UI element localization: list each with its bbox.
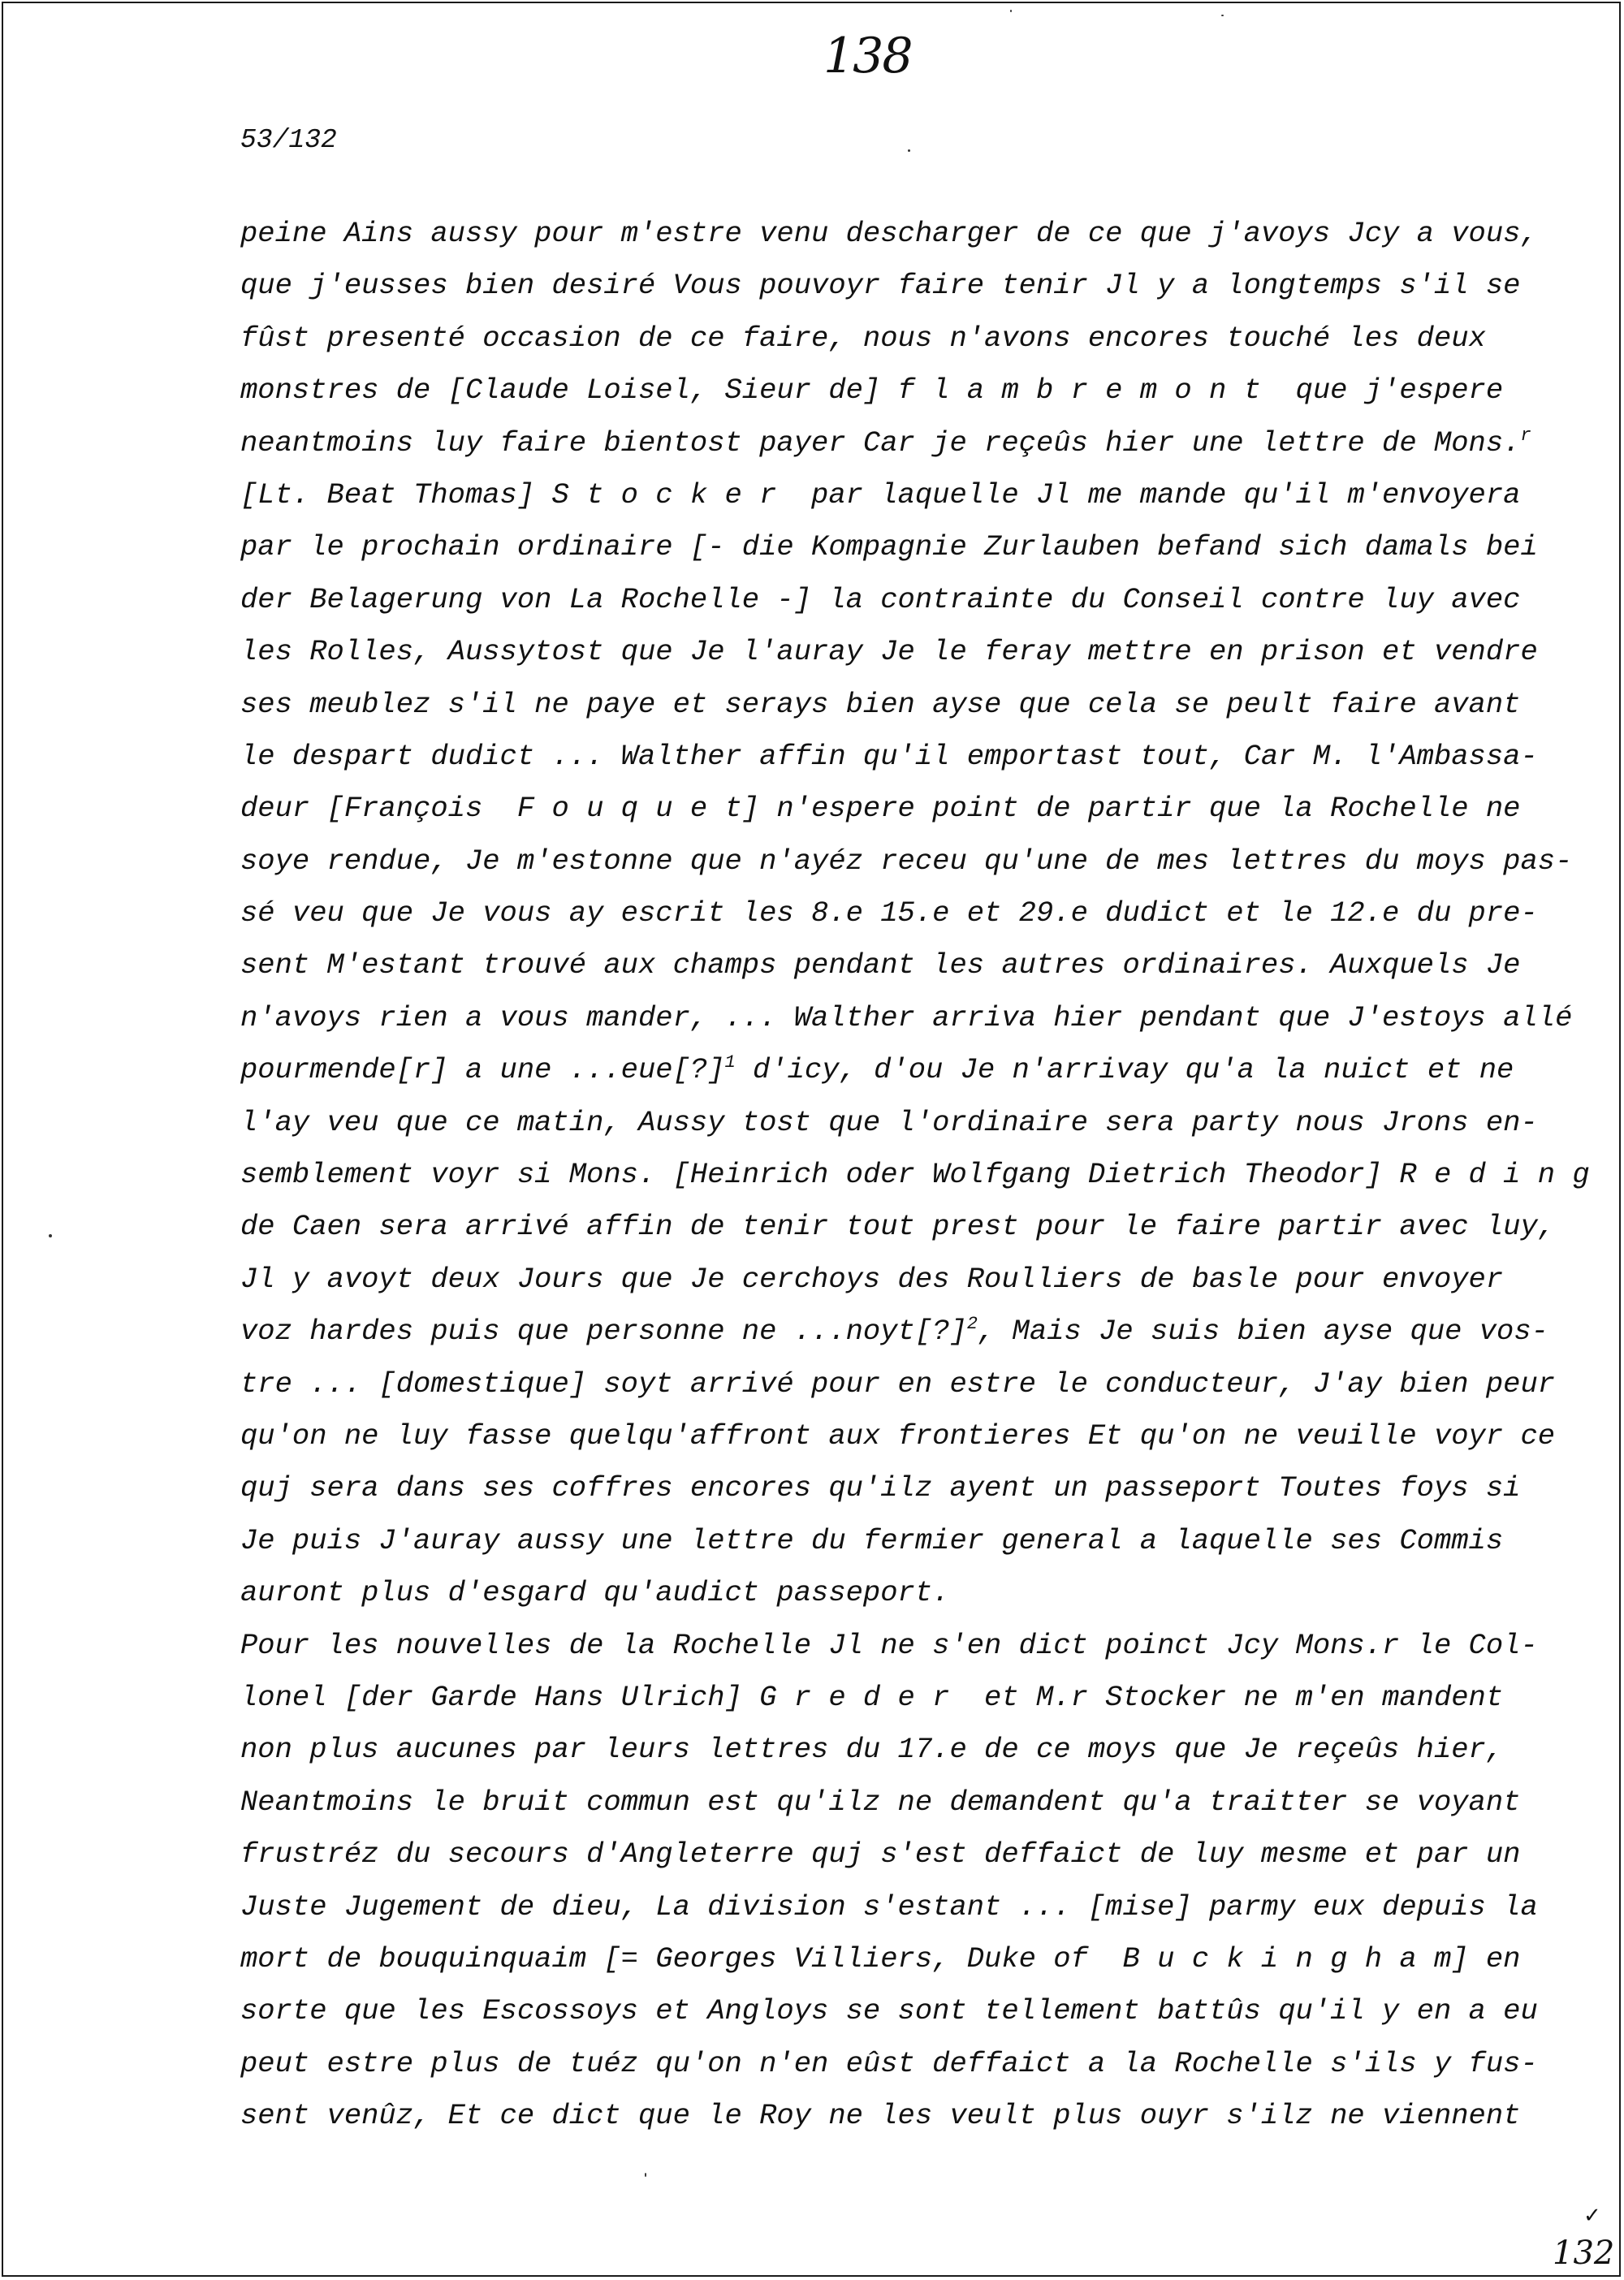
text-line (240, 1306, 1548, 1358)
text-line: ses meublez s'il ne paye et serays bien ayse que cela se peult faire avant (240, 687, 1521, 721)
scan-speck (49, 1234, 52, 1237)
text-line: que j'eusses bien desiré Vous pouvoyr faire tenir Jl y a longtemps s'il se (240, 269, 1521, 303)
footnote-marker: r (1520, 425, 1531, 446)
text-line: mort de bouquinquaim [= Georges Villiers, Duke of B u c k i n g h a m] en (240, 1941, 1521, 1976)
text-line: les Rolles, Aussytost que Je l'auray Je le feray mettre en prison et vendre (240, 635, 1538, 669)
scan-speck (908, 149, 910, 152)
text-line: fûst presenté occasion de ce faire, nous n'avons encores touché les deux (240, 321, 1486, 355)
text-line: par le prochain ordinaire [- die Kompagnie Zurlauben befand sich damals bei (240, 530, 1538, 564)
text-line: sent M'estant trouvé aux champs pendant les autres ordinaires. Auxquels Je (240, 948, 1521, 982)
text-line (240, 1044, 1540, 1096)
text-segment: voz hardes puis que personne ne ...noyt[?] (240, 1315, 967, 1349)
scan-speck (1010, 10, 1012, 12)
text-line: frustréz du secours d'Angleterre quj s'est deffaict de luy mesme et par un (240, 1837, 1521, 1872)
text-line: Neantmoins le bruit commun est qu'ilz ne demandent qu'a traitter se voyant (240, 1785, 1521, 1819)
text-segment: d'icy, d'ou Je n'arrivay qu'a la nuict et ne (735, 1053, 1514, 1087)
folio-number-top: 138 (823, 28, 912, 84)
document-reference: 53/132 (240, 125, 337, 155)
text-line: qu'on ne luy fasse quelqu'affront aux frontieres Et qu'on ne veuille voyr ce (240, 1419, 1556, 1453)
text-segment: neantmoins luy faire bientost payer Car je reçeûs hier une lettre de Mons. (240, 425, 1521, 460)
check-mark: ✓ (1583, 2204, 1601, 2228)
text-segment: pourmende[r] a une ...eue[?] (240, 1053, 725, 1087)
text-line: tre ... [domestique] soyt arrivé pour en estre le conducteur, J'ay bien peur (240, 1367, 1556, 1401)
footnote-marker: 2 (966, 1314, 978, 1335)
text-line: quj sera dans ses coffres encores qu'ilz ayent un passeport Toutes foys si (240, 1471, 1521, 1505)
scan-speck (1221, 15, 1224, 16)
text-line: Juste Jugement de dieu, La division s'estant ... [mise] parmy eux depuis la (240, 1889, 1538, 1924)
text-line: deur [François F o u q u e t] n'espere point de partir que la Rochelle ne (240, 792, 1521, 826)
text-line: semblement voyr si Mons. [Heinrich oder Wolfgang Dietrich Theodor] R e d i n g (240, 1158, 1590, 1192)
text-line (240, 417, 1540, 469)
text-line: auront plus d'esgard qu'audict passeport. (240, 1576, 950, 1610)
text-line: sé veu que Je vous ay escrit les 8.e 15.e et 29.e dudict et le 12.e du pre- (240, 896, 1538, 931)
text-line: soye rendue, Je m'estonne que n'ayéz receu qu'une de mes lettres du moys pas- (240, 844, 1573, 878)
text-line: Je puis J'auray aussy une lettre du fermier general a laquelle ses Commis (240, 1523, 1504, 1557)
footnote-marker: 1 (724, 1052, 736, 1073)
text-line: [Lt. Beat Thomas] S t o c k e r par laquelle Jl me mande qu'il m'envoyera (240, 477, 1521, 512)
text-line: le despart dudict ... Walther affin qu'il emportast tout, Car M. l'Ambassa- (240, 739, 1538, 773)
text-line: de Caen sera arrivé affin de tenir tout prest pour le faire partir avec luy, (240, 1210, 1556, 1244)
text-line: non plus aucunes par leurs lettres du 17.e de ce moys que Je reçeûs hier, (240, 1733, 1504, 1767)
text-line: sorte que les Escossoys et Angloys se sont tellement battûs qu'il y en a eu (240, 1994, 1538, 2028)
text-segment: , Mais Je suis bien ayse que vos- (977, 1315, 1548, 1349)
text-line: monstres de [Claude Loisel, Sieur de] f l a m b r e m o n t que j'espere (240, 374, 1504, 408)
text-line: sent venûz, Et ce dict que le Roy ne les veult plus ouyr s'ilz ne viennent (240, 2099, 1521, 2133)
document-page (2, 2, 1621, 2277)
text-line: l'ay veu que ce matin, Aussy tost que l'ordinaire sera party nous Jrons en- (240, 1105, 1538, 1139)
folio-number-bottom: 132 (1553, 2235, 1615, 2272)
text-line: peine Ains aussy pour m'estre venu descharger de ce que j'avoys Jcy a vous, (240, 217, 1538, 250)
text-line: Pour les nouvelles de la Rochelle Jl ne s'en dict poinct Jcy Mons.r le Col- (240, 1628, 1538, 1662)
text-line: peut estre plus de tuéz qu'on n'en eûst deffaict a la Rochelle s'ils y fus- (240, 2046, 1538, 2080)
letter-body (240, 208, 1590, 2142)
scan-speck (645, 2173, 646, 2177)
text-line: lonel [der Garde Hans Ulrich] G r e d e r et M.r Stocker ne m'en mandent (240, 1680, 1504, 1714)
text-line: Jl y avoyt deux Jours que Je cerchoys des Roulliers de basle pour envoyer (240, 1262, 1504, 1296)
text-line: der Belagerung von La Rochelle -] la contrainte du Conseil contre luy avec (240, 582, 1521, 616)
text-line: n'avoys rien a vous mander, ... Walther arriva hier pendant que J'estoys allé (240, 1000, 1573, 1034)
